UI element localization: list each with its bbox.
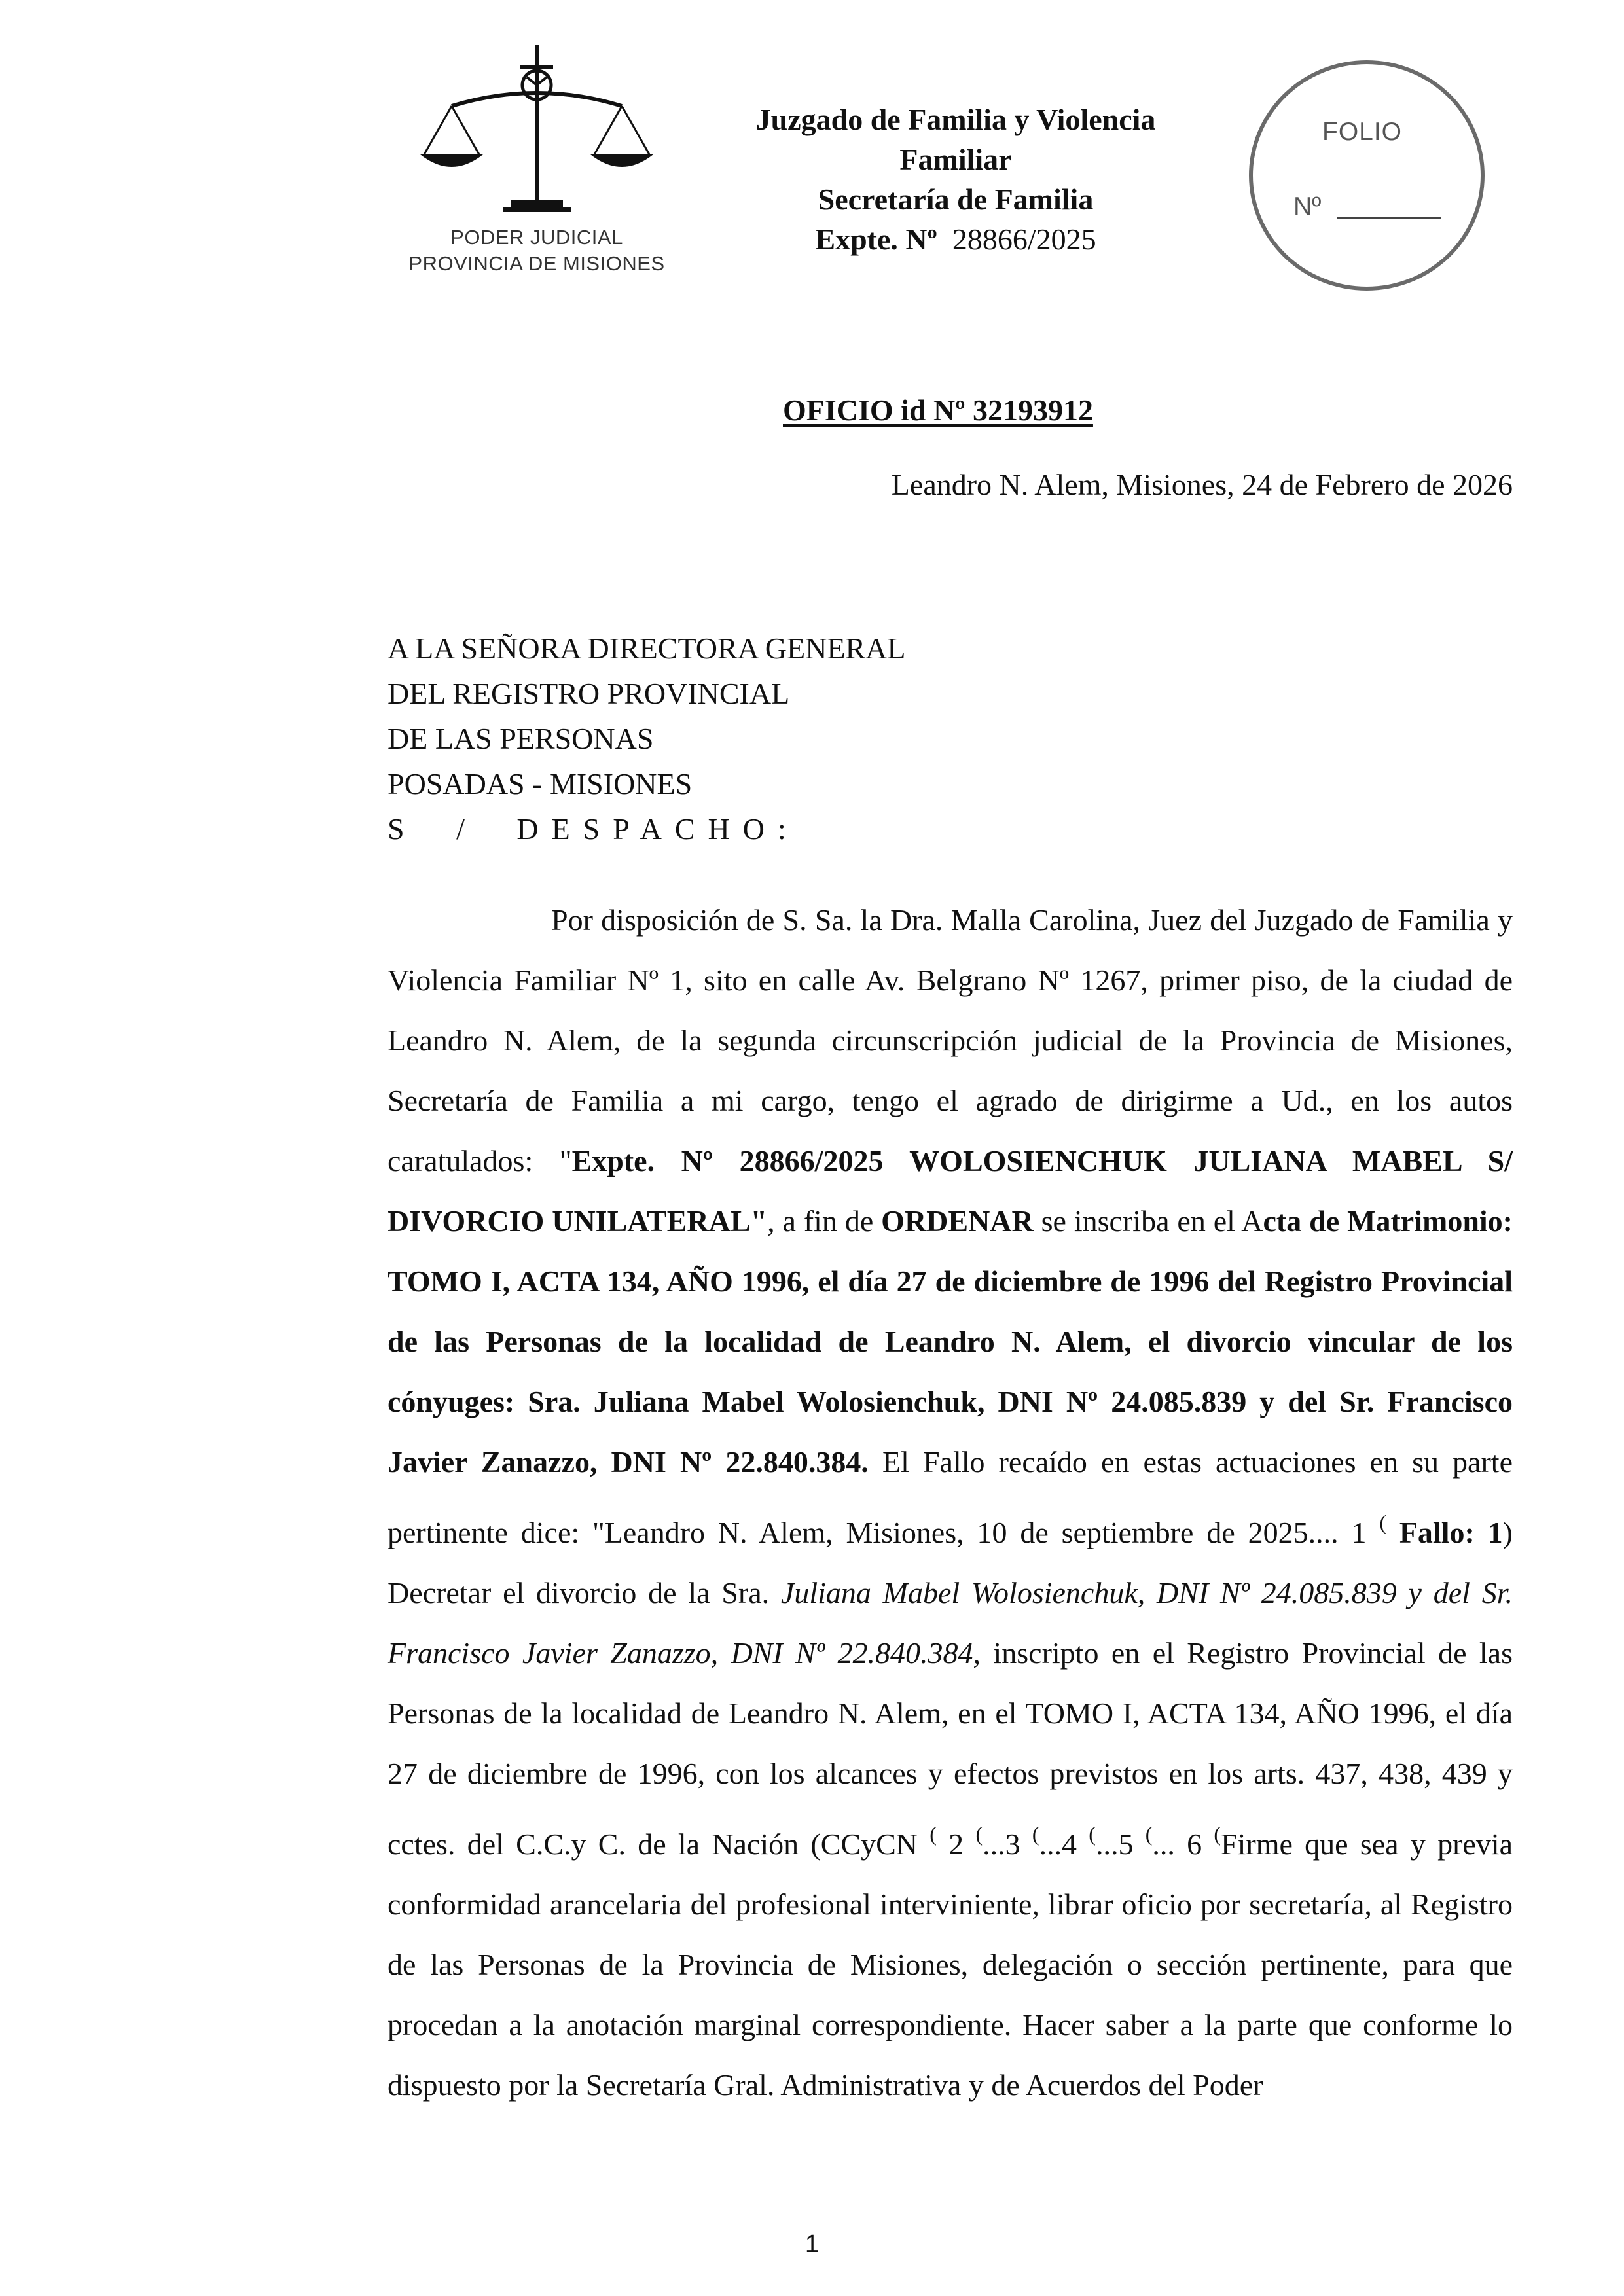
page-number: 1 xyxy=(804,2231,820,2258)
document-body xyxy=(388,890,1513,2115)
ruling-marker: ( xyxy=(1032,1822,1039,1846)
court-name-line-1: Juzgado de Familia y Violencia xyxy=(755,103,1156,136)
expediente-line xyxy=(674,219,1237,259)
ruling-marker: ( xyxy=(1379,1511,1386,1534)
case-title: Expte. Nº 28866/2025 WOLOSIENCHUK JULIANA MABEL S/ DIVORCIO UNILATERAL" xyxy=(388,1144,1513,1238)
secretaria-line: Secretaría de Familia xyxy=(818,183,1094,216)
ruling-marker: ( xyxy=(1214,1822,1221,1846)
body-text: ...5 xyxy=(1095,1827,1146,1861)
body-text: inscripto en el Registro Provincial de las Personas de la localidad de Leandro N. Alem, en el TOMO I, ACTA 134, AÑO 1996, el día 27 de diciembre de 1996, con los alcances y efectos previstos en los arts. 437, 438, 439 y cctes. del C.C.y C. de la Nación (CCyCN xyxy=(388,1636,1513,1861)
court-logo xyxy=(406,39,668,288)
body-paragraph xyxy=(388,890,1513,2115)
addressee-line: DE LAS PERSONAS xyxy=(388,722,654,755)
folio-number-blank xyxy=(1337,217,1441,219)
body-text: Firme que sea y previa conformidad arancelaria del profesional interviniente, librar oficio por secretaría, al Registro de las Personas de la Provincia de Misiones, delegación o sección pertinente, para que procedan a la anotación marginal correspondiente. Hacer saber a la parte que conforme lo dispuesto por la Secretaría Gral. Administrativa y de Acuerdos del Poder xyxy=(388,1827,1513,2102)
ruling-marker: ( xyxy=(1145,1822,1153,1846)
addressee-line: A LA SEÑORA DIRECTORA GENERAL xyxy=(388,632,906,665)
order-keyword: ORDENAR xyxy=(881,1204,1034,1238)
ruling-marker: ( xyxy=(975,1822,983,1846)
body-text: , a fin de xyxy=(767,1204,882,1238)
despacho-line: S / DESPACHO: xyxy=(388,812,799,846)
ruling-marker: ( xyxy=(1089,1822,1096,1846)
folio-number-label: Nº xyxy=(1293,192,1322,221)
expediente-number: 28866/2025 xyxy=(952,223,1096,256)
body-text: Por disposición de S. Sa. la Dra. Malla Carolina, Juez del Juzgado de Familia y Violencia Familiar Nº 1, sito en calle Av. Belgrano Nº 1267, primer piso, de la ciudad de Leandro N. Alem, de la segunda circunscripción judicial de la Provincia de Misiones, Secretaría de Familia a mi cargo, tengo el agrado de dirigirme a Ud., en los autos caratulados: " xyxy=(388,903,1513,1177)
addressee-block xyxy=(388,626,905,852)
body-text: ... 6 xyxy=(1152,1827,1214,1861)
body-text: ) Decretar el divorcio de la Sra. xyxy=(388,1516,1513,1609)
addressee-line: DEL REGISTRO PROVINCIAL xyxy=(388,677,790,710)
logo-line-provincia: PROVINCIA DE MISIONES xyxy=(408,252,665,275)
expediente-label: Expte. Nº xyxy=(815,223,937,256)
marriage-record-details: cta de Matrimonio: TOMO I, ACTA 134, AÑO 1996, el día 27 de diciembre de 1996 del Registro Provincial de las Personas de la localidad de Leandro N. Alem, el divorcio vincular de los cónyuges: Sra. Juliana Mabel Wolosienchuk, DNI Nº 24.085.839 y del Sr. Francisco Javier Zanazzo, DNI Nº 22.840.384. xyxy=(388,1204,1513,1479)
ruling-label: Fallo: 1 xyxy=(1386,1516,1503,1549)
oficio-title: OFICIO id Nº 32193912 xyxy=(783,393,1093,427)
body-text: 2 xyxy=(936,1827,976,1861)
document-date: Leandro N. Alem, Misiones, 24 de Febrero de 2026 xyxy=(891,468,1513,501)
ruling-marker: ( xyxy=(929,1822,937,1846)
addressee-line: POSADAS - MISIONES xyxy=(388,767,693,800)
body-text: ...3 xyxy=(983,1827,1032,1861)
folio-label: FOLIO xyxy=(1322,118,1403,146)
logo-line-poder-judicial: PODER JUDICIAL xyxy=(450,226,623,249)
spouses-names: Juliana Mabel Wolosienchuk, DNI Nº 24.085.839 y del Sr. Francisco Javier Zanazzo, DNI Nº 22.840.384, xyxy=(388,1576,1513,1670)
body-text: El Fallo recaído en estas actuaciones en su parte pertinente dice: "Leandro N. Alem, Misiones, 10 de septiembre de 2025.... 1 xyxy=(388,1445,1513,1549)
body-text: ...4 xyxy=(1039,1827,1089,1861)
folio-stamp xyxy=(1249,60,1485,291)
court-heading xyxy=(674,99,1237,259)
body-text: se inscriba en el A xyxy=(1033,1204,1263,1238)
scales-of-justice-icon xyxy=(406,39,668,255)
court-name-line-2: Familiar xyxy=(899,143,1012,176)
